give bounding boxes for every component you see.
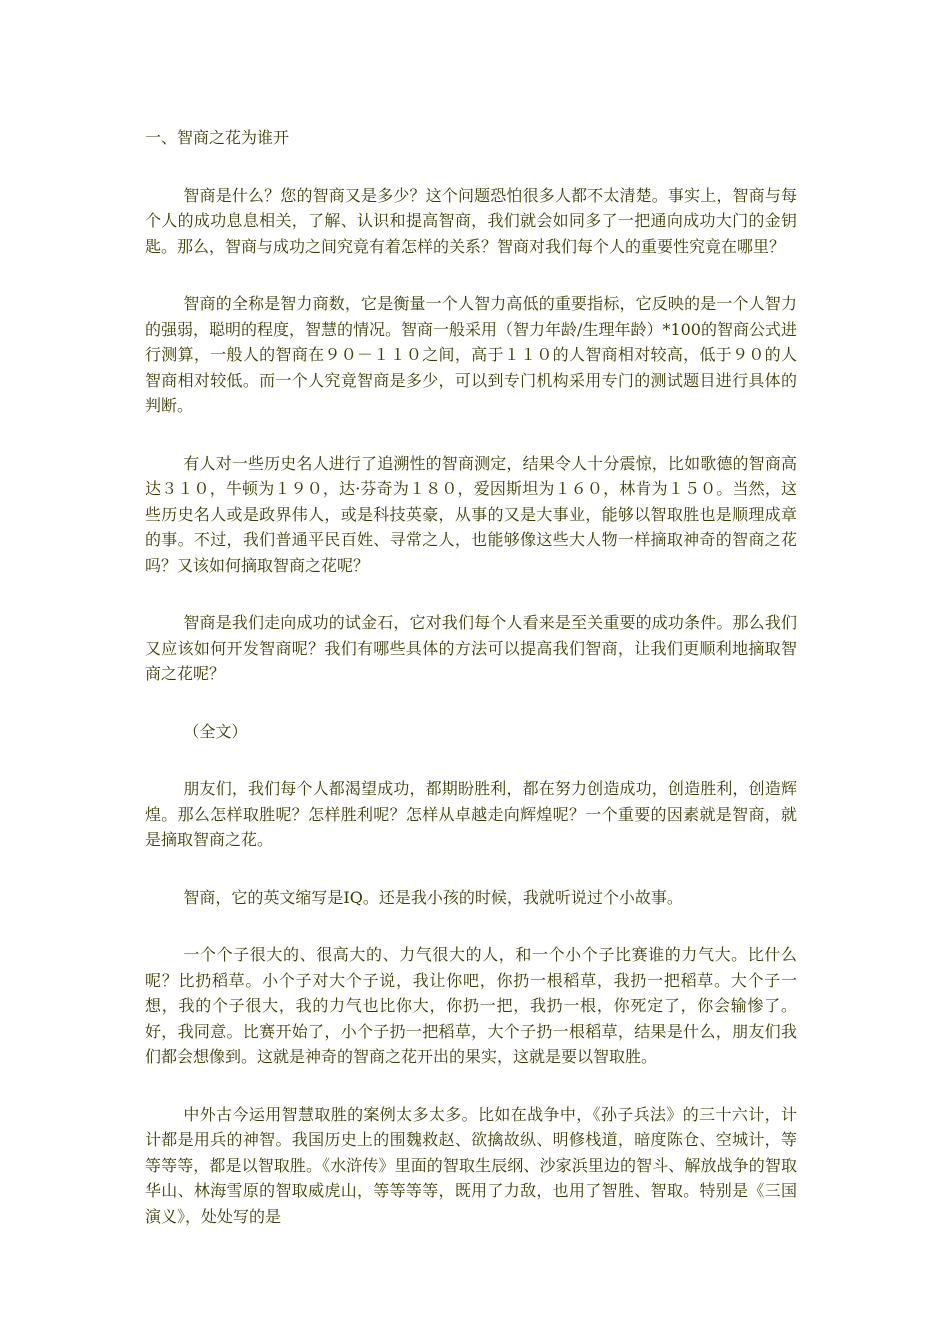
paragraph-8: 中外古今运用智慧取胜的案例太多太多。比如在战争中，《孙子兵法》的三十六计，计计都是用兵的神智。我国历史上的围魏救赵、欲擒故纵、明修栈道，暗度陈仓、空城计，等等等等，都是以智取胜。《水浒传》里面的智取生辰纲、沙家浜里边的智斗、解放战争的智取华山、林海雪原的智取威虎山，等等等等，既用了力敌，也用了智胜、智取。特别是《三国演义》，处处写的是 <box>145 1104 797 1226</box>
section-heading: 一、智商之花为谁开 <box>145 128 290 147</box>
paragraph-7: 一个个子很大的、很高大的、力气很大的人，和一个小个子比赛谁的力气大。比什么呢？比扔稻草。小个子对大个子说，我让你吧，你扔一根稻草，我扔一把稻草。大个子一想，我的个子很大，我的力气也比你大，你扔一把，我扔一根，你死定了，你会输惨了。好，我同意。比赛开始了，小个子扔一把稻草，大个子扔一根稻草，结果是什么，朋友们我们都会想像到。这就是神奇的智商之花开出的果实，这就是要以智取胜。 <box>145 945 797 1066</box>
paragraph-2: 智商的全称是智力商数，它是衡量一个人智力高低的重要指标，它反映的是一个人智力的强弱，聪明的程度，智慧的情况。智商一般采用（智力年龄/生理年龄）*100的智商公式进行测算，一般人的智商在９０－１１０之间，高于１１０的人智商相对较高，低于９０的人智商相对较低。而一个人究竟智商是多少，可以到专门机构采用专门的测试题目进行具体的判断。 <box>145 294 797 415</box>
paragraph-5: 朋友们，我们每个人都渴望成功，都期盼胜利，都在努力创造成功，创造胜利，创造辉煌。那么怎样取胜呢？怎样胜利呢？怎样从卓越走向辉煌呢？一个重要的因素就是智商，就是摘取智商之花。 <box>145 779 797 849</box>
paragraph-4: 智商是我们走向成功的试金石，它对我们每个人看来是至关重要的成功条件。那么我们又应该如何开发智商呢？我们有哪些具体的方法可以提高我们智商，让我们更顺利地摘取智商之花呢？ <box>145 613 797 683</box>
paragraph-3: 有人对一些历史名人进行了追溯性的智商测定，结果令人十分震惊，比如歌德的智商高达３１０，牛顿为１９０，达·芬奇为１８０，爱因斯坦为１６０，林肯为１５０。当然，这些历史名人或是政界伟人，或是科技英豪，从事的又是大事业，能够以智取胜也是顺理成章的事。不过，我们普通平民百姓、寻常之人，也能够像这些大人物一样摘取神奇的智商之花吗？又该如何摘取智商之花呢？ <box>145 453 797 575</box>
paragraph-1: 智商是什么？您的智商又是多少？这个问题恐怕很多人都不太清楚。事实上，智商与每个人的成功息息相关，了解、认识和提高智商，我们就会如同多了一把通向成功大门的金钥匙。那么，智商与成功之间究竟有着怎样的关系？智商对我们每个人的重要性究竟在哪里？ <box>145 185 797 256</box>
paragraph-6: 智商，它的英文缩写是IQ。还是我小孩的时候，我就听说过个小故事。 <box>183 887 683 907</box>
document-page <box>145 125 797 1229</box>
full-text-marker: （全文） <box>183 721 248 741</box>
